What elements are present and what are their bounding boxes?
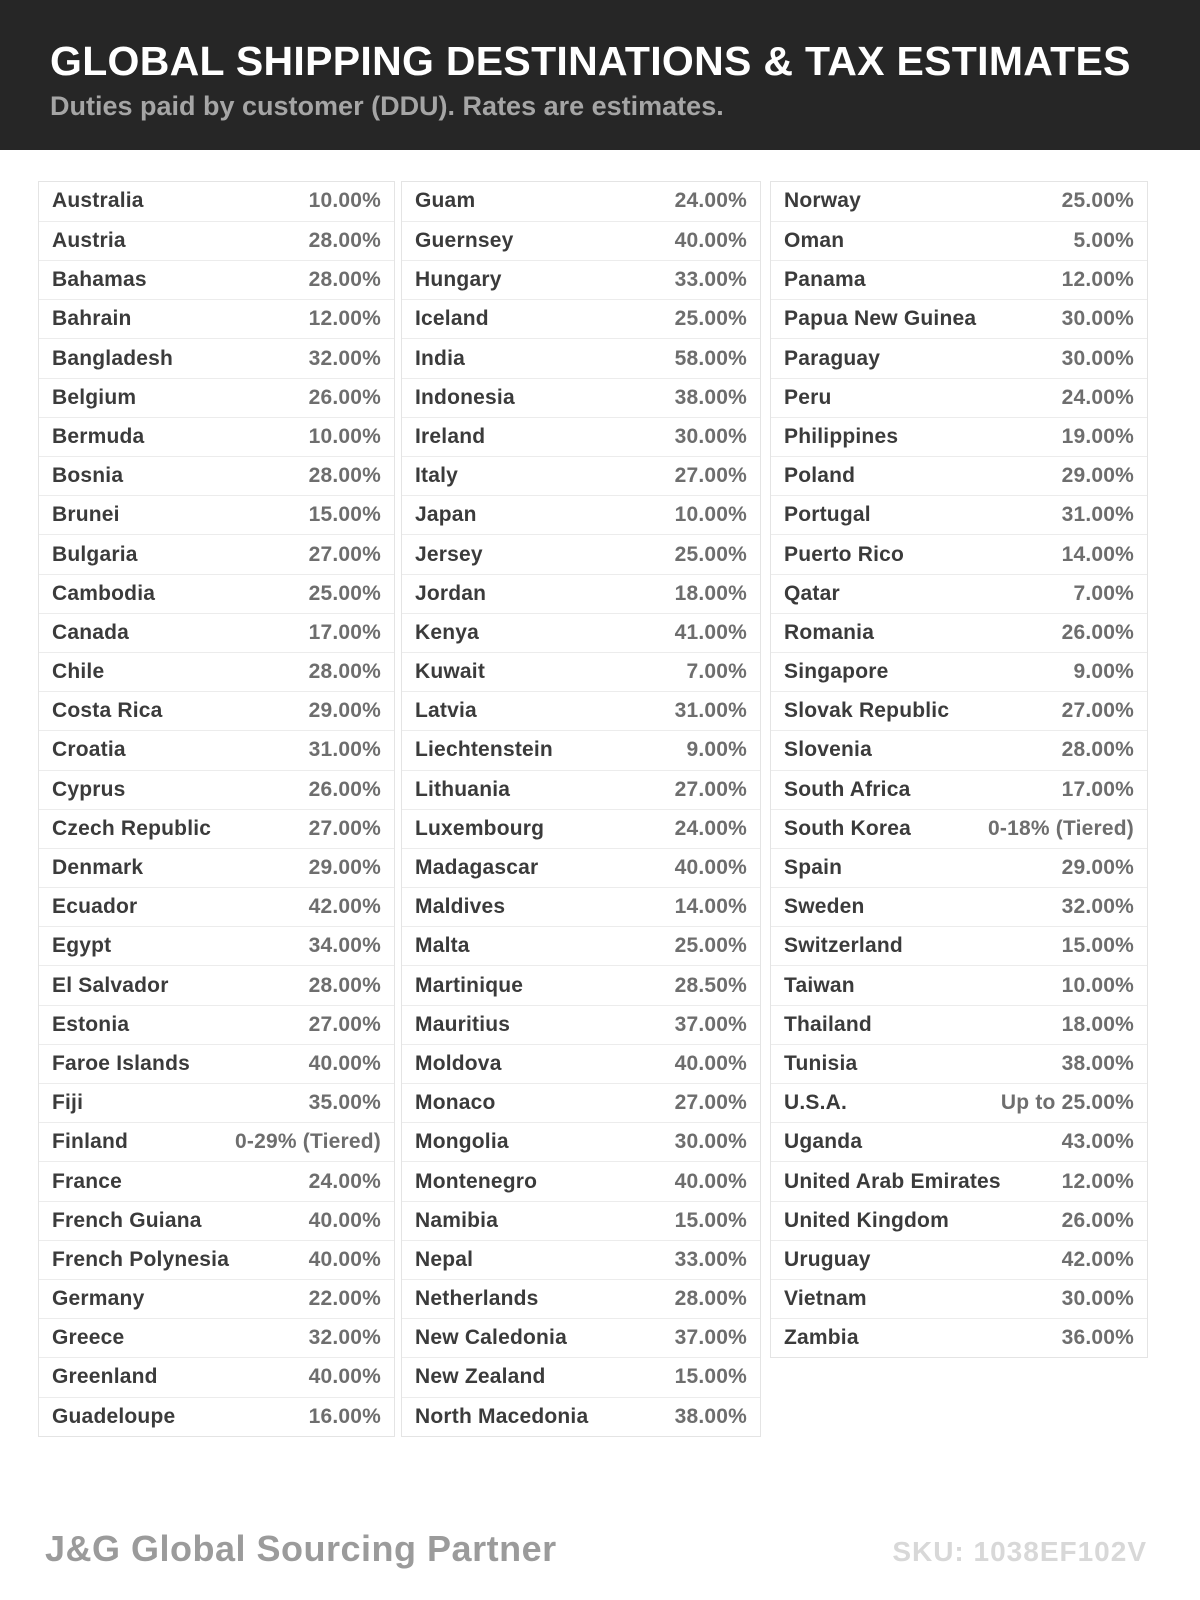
table-row	[39, 534, 394, 573]
table-row	[402, 848, 760, 887]
country-name: Moldova	[415, 1051, 502, 1075]
tax-rate: 24.00%	[674, 189, 747, 213]
tax-rate: 28.00%	[308, 268, 381, 292]
tax-rate: 15.00%	[308, 503, 381, 527]
country-name: Cyprus	[52, 777, 126, 801]
table-row	[771, 574, 1147, 613]
tax-rate: 5.00%	[1073, 229, 1134, 253]
tax-rate: 30.00%	[674, 1130, 747, 1154]
country-name: Bahrain	[52, 307, 132, 331]
country-name: Spain	[784, 856, 843, 880]
country-name: Panama	[784, 268, 866, 292]
tax-rate: 36.00%	[1061, 1326, 1134, 1350]
tax-rate: 9.00%	[686, 738, 747, 762]
tax-rate: 26.00%	[308, 385, 381, 409]
table-row	[771, 652, 1147, 691]
country-name: Bosnia	[52, 464, 124, 488]
country-name: Canada	[52, 620, 130, 644]
tax-rate: 35.00%	[308, 1091, 381, 1115]
table-row	[402, 770, 760, 809]
table-row	[402, 926, 760, 965]
country-name: Vietnam	[784, 1287, 867, 1311]
tax-rate: 37.00%	[674, 1326, 747, 1350]
table-row	[39, 299, 394, 338]
tax-rate: 27.00%	[674, 464, 747, 488]
tax-rate: 28.50%	[674, 973, 747, 997]
tax-rate: 24.00%	[674, 816, 747, 840]
tax-rate: 26.00%	[308, 777, 381, 801]
tax-rate: 0-18% (Tiered)	[988, 816, 1134, 840]
country-name: Bulgaria	[52, 542, 138, 566]
country-name: Guadeloupe	[52, 1404, 176, 1428]
country-name: Kuwait	[415, 660, 486, 684]
rates-table	[38, 181, 1148, 1437]
tax-rate: 10.00%	[308, 189, 381, 213]
table-row	[771, 887, 1147, 926]
country-name: Egypt	[52, 934, 112, 958]
country-name: India	[415, 346, 466, 370]
country-name: Poland	[784, 464, 856, 488]
country-name: Sweden	[784, 895, 865, 919]
table-row	[771, 691, 1147, 730]
table-row	[771, 182, 1147, 221]
table-row	[39, 926, 394, 965]
sku-label: SKU: 1038EF102V	[892, 1536, 1147, 1567]
table-row	[402, 887, 760, 926]
country-name: Chile	[52, 660, 105, 684]
tax-rate: 40.00%	[308, 1051, 381, 1075]
tax-rate: 31.00%	[674, 699, 747, 723]
country-name: French Polynesia	[52, 1247, 230, 1271]
country-name: Nepal	[415, 1247, 474, 1271]
tax-rate: 24.00%	[308, 1169, 381, 1193]
country-name: Bahamas	[52, 268, 147, 292]
country-name: Qatar	[784, 581, 840, 605]
tax-rate: 24.00%	[1061, 385, 1134, 409]
country-name: Luxembourg	[415, 816, 545, 840]
table-row	[402, 221, 760, 260]
table-row	[402, 1083, 760, 1122]
table-row	[39, 1240, 394, 1279]
tax-rate: 28.00%	[1061, 738, 1134, 762]
tax-rate: 29.00%	[308, 856, 381, 880]
country-name: France	[52, 1169, 123, 1193]
table-row	[771, 1005, 1147, 1044]
country-name: Lithuania	[415, 777, 511, 801]
tax-rate: 28.00%	[308, 229, 381, 253]
country-name: Malta	[415, 934, 470, 958]
country-name: Estonia	[52, 1012, 130, 1036]
table-row	[39, 691, 394, 730]
table-row	[771, 1044, 1147, 1083]
table-row	[771, 1122, 1147, 1161]
country-name: Australia	[52, 189, 144, 213]
tax-rate: 29.00%	[1061, 856, 1134, 880]
country-name: Guernsey	[415, 229, 514, 253]
country-name: Monaco	[415, 1091, 496, 1115]
table-row	[402, 534, 760, 573]
table-row	[39, 1044, 394, 1083]
table-row	[402, 1161, 760, 1200]
table-row	[402, 965, 760, 1004]
table-row	[39, 1083, 394, 1122]
tax-rate: 40.00%	[308, 1365, 381, 1389]
table-row	[39, 417, 394, 456]
page-title: GLOBAL SHIPPING DESTINATIONS & TAX ESTIMATES	[50, 38, 1131, 84]
country-name: South Africa	[784, 777, 911, 801]
footer	[0, 1528, 1200, 1570]
tax-rate: 25.00%	[1061, 189, 1134, 213]
tax-rate: 25.00%	[674, 934, 747, 958]
country-name: New Zealand	[415, 1365, 546, 1389]
tax-rate: 27.00%	[674, 1091, 747, 1115]
country-name: Peru	[784, 385, 832, 409]
country-name: Italy	[415, 464, 459, 488]
tax-rate: 28.00%	[674, 1287, 747, 1311]
country-name: Martinique	[415, 973, 524, 997]
country-name: Ecuador	[52, 895, 138, 919]
tax-rate: 29.00%	[1061, 464, 1134, 488]
country-name: Puerto Rico	[784, 542, 905, 566]
table-row	[39, 1122, 394, 1161]
country-name: Mongolia	[415, 1130, 509, 1154]
tax-rate: 12.00%	[1061, 268, 1134, 292]
tax-rate: 15.00%	[674, 1208, 747, 1232]
country-name: United Arab Emirates	[784, 1169, 1001, 1193]
tax-rate: 40.00%	[674, 856, 747, 880]
table-row	[771, 534, 1147, 573]
table-row	[402, 1279, 760, 1318]
country-name: Liechtenstein	[415, 738, 553, 762]
table-row	[39, 221, 394, 260]
country-name: Iceland	[415, 307, 489, 331]
tax-rate: 41.00%	[674, 620, 747, 644]
country-name: Paraguay	[784, 346, 881, 370]
tax-rate: 17.00%	[1061, 777, 1134, 801]
table-row	[402, 1044, 760, 1083]
country-name: Montenegro	[415, 1169, 538, 1193]
country-name: Uruguay	[784, 1247, 871, 1271]
table-row	[771, 260, 1147, 299]
tax-rate: 40.00%	[308, 1208, 381, 1232]
country-name: Belgium	[52, 385, 137, 409]
table-row	[771, 809, 1147, 848]
tax-rate: 12.00%	[308, 307, 381, 331]
country-name: Romania	[784, 620, 875, 644]
table-row	[771, 1201, 1147, 1240]
table-row	[39, 809, 394, 848]
table-row	[39, 1161, 394, 1200]
table-row	[402, 1005, 760, 1044]
country-name: French Guiana	[52, 1208, 202, 1232]
country-name: Namibia	[415, 1208, 499, 1232]
tax-rate: 33.00%	[674, 1247, 747, 1271]
country-name: Portugal	[784, 503, 871, 527]
tax-rate: 7.00%	[686, 660, 747, 684]
table-row	[771, 1240, 1147, 1279]
tax-rate: 30.00%	[1061, 1287, 1134, 1311]
tax-rate: 40.00%	[308, 1247, 381, 1271]
tax-rate: 38.00%	[674, 385, 747, 409]
tax-rate: 14.00%	[674, 895, 747, 919]
country-name: Bermuda	[52, 424, 145, 448]
country-name: El Salvador	[52, 973, 169, 997]
tax-rate: 14.00%	[1061, 542, 1134, 566]
table-row	[39, 456, 394, 495]
table-row	[402, 1357, 760, 1396]
country-name: Germany	[52, 1287, 145, 1311]
country-name: Taiwan	[784, 973, 855, 997]
table-row	[402, 652, 760, 691]
country-name: Thailand	[784, 1012, 872, 1036]
table-row	[402, 182, 760, 221]
table-row	[39, 1279, 394, 1318]
tax-rate: 31.00%	[308, 738, 381, 762]
country-name: Papua New Guinea	[784, 307, 977, 331]
table-row	[402, 417, 760, 456]
country-name: Finland	[52, 1130, 129, 1154]
tax-rate: 31.00%	[1061, 503, 1134, 527]
table-row	[402, 574, 760, 613]
table-row	[771, 848, 1147, 887]
tax-rate: 28.00%	[308, 660, 381, 684]
table-row	[39, 1005, 394, 1044]
country-name: Netherlands	[415, 1287, 539, 1311]
table-row	[402, 378, 760, 417]
country-name: Jordan	[415, 581, 487, 605]
country-name: Tunisia	[784, 1051, 858, 1075]
tax-rate: 27.00%	[308, 816, 381, 840]
table-row	[402, 1122, 760, 1161]
country-name: Greece	[52, 1326, 125, 1350]
tax-rate: 28.00%	[308, 464, 381, 488]
table-row	[771, 456, 1147, 495]
brand-name: J&G Global Sourcing Partner	[45, 1528, 557, 1569]
table-row	[39, 495, 394, 534]
country-name: Ireland	[415, 424, 486, 448]
tax-rate: 43.00%	[1061, 1130, 1134, 1154]
table-row	[402, 613, 760, 652]
tax-rate: 7.00%	[1073, 581, 1134, 605]
rates-column-1	[38, 181, 395, 1437]
tax-rate: 32.00%	[308, 346, 381, 370]
country-name: Croatia	[52, 738, 126, 762]
table-row	[39, 887, 394, 926]
country-name: North Macedonia	[415, 1404, 589, 1428]
table-row	[402, 809, 760, 848]
tax-rate: 42.00%	[1061, 1247, 1134, 1271]
table-row	[39, 574, 394, 613]
tax-rate: 30.00%	[1061, 307, 1134, 331]
country-name: Maldives	[415, 895, 506, 919]
country-name: Cambodia	[52, 581, 156, 605]
tax-rate: 27.00%	[308, 542, 381, 566]
tax-rate: 27.00%	[308, 1012, 381, 1036]
table-row	[39, 1318, 394, 1357]
table-row	[402, 338, 760, 377]
table-row	[771, 1279, 1147, 1318]
tax-rate: 27.00%	[674, 777, 747, 801]
table-row	[402, 495, 760, 534]
table-row	[39, 770, 394, 809]
tax-rate: 19.00%	[1061, 424, 1134, 448]
rates-column-2	[401, 181, 761, 1437]
table-row	[402, 456, 760, 495]
tax-rate: 9.00%	[1073, 660, 1134, 684]
table-row	[39, 338, 394, 377]
tax-rate: 27.00%	[1061, 699, 1134, 723]
tax-rate: 18.00%	[1061, 1012, 1134, 1036]
country-name: Fiji	[52, 1091, 84, 1115]
tax-rate: 10.00%	[674, 503, 747, 527]
tax-rate: 26.00%	[1061, 1208, 1134, 1232]
table-row	[771, 495, 1147, 534]
country-name: Norway	[784, 189, 862, 213]
country-name: Latvia	[415, 699, 477, 723]
tax-rate: 25.00%	[674, 542, 747, 566]
rates-column-3	[770, 181, 1148, 1359]
country-name: Oman	[784, 229, 845, 253]
country-name: South Korea	[784, 816, 912, 840]
table-row	[771, 1318, 1147, 1357]
country-name: Greenland	[52, 1365, 158, 1389]
country-name: Bangladesh	[52, 346, 174, 370]
table-row	[771, 730, 1147, 769]
table-row	[39, 182, 394, 221]
page-subtitle: Duties paid by customer (DDU). Rates are estimates.	[50, 91, 724, 122]
tax-rate: 40.00%	[674, 1051, 747, 1075]
header-banner	[0, 0, 1200, 150]
table-row	[402, 691, 760, 730]
tax-rate: 34.00%	[308, 934, 381, 958]
tax-rate: 32.00%	[308, 1326, 381, 1350]
table-row	[39, 613, 394, 652]
table-row	[39, 1201, 394, 1240]
country-name: Slovenia	[784, 738, 872, 762]
country-name: Zambia	[784, 1326, 859, 1350]
tax-rate: 58.00%	[674, 346, 747, 370]
country-name: Hungary	[415, 268, 502, 292]
table-row	[771, 1161, 1147, 1200]
country-name: New Caledonia	[415, 1326, 567, 1350]
country-name: Philippines	[784, 424, 899, 448]
country-name: Brunei	[52, 503, 120, 527]
table-row	[771, 299, 1147, 338]
tax-rate: 38.00%	[1061, 1051, 1134, 1075]
country-name: Costa Rica	[52, 699, 163, 723]
table-row	[771, 613, 1147, 652]
country-name: Singapore	[784, 660, 889, 684]
tax-rate: 38.00%	[674, 1404, 747, 1428]
table-row	[39, 965, 394, 1004]
tax-rate: 15.00%	[674, 1365, 747, 1389]
country-name: Uganda	[784, 1130, 863, 1154]
table-row	[402, 1240, 760, 1279]
tax-rate: Up to 25.00%	[1000, 1091, 1134, 1115]
tax-rate: 12.00%	[1061, 1169, 1134, 1193]
tax-rate: 25.00%	[674, 307, 747, 331]
table-row	[771, 378, 1147, 417]
country-name: Faroe Islands	[52, 1051, 190, 1075]
tax-rate: 33.00%	[674, 268, 747, 292]
table-row	[39, 1397, 394, 1436]
country-name: United Kingdom	[784, 1208, 949, 1232]
table-row	[771, 965, 1147, 1004]
table-row	[39, 730, 394, 769]
tax-rate: 0-29% (Tiered)	[235, 1130, 381, 1154]
tax-rate: 40.00%	[674, 1169, 747, 1193]
country-name: Switzerland	[784, 934, 903, 958]
tax-rate: 37.00%	[674, 1012, 747, 1036]
country-name: Madagascar	[415, 856, 539, 880]
table-row	[771, 417, 1147, 456]
tax-rate: 29.00%	[308, 699, 381, 723]
tax-rate: 26.00%	[1061, 620, 1134, 644]
tax-rate: 15.00%	[1061, 934, 1134, 958]
tax-rate: 22.00%	[308, 1287, 381, 1311]
tax-rate: 10.00%	[308, 424, 381, 448]
table-row	[39, 848, 394, 887]
tax-rate: 28.00%	[308, 973, 381, 997]
table-row	[771, 1083, 1147, 1122]
country-name: Slovak Republic	[784, 699, 950, 723]
tax-rate: 17.00%	[308, 620, 381, 644]
table-row	[402, 1397, 760, 1436]
tax-rate: 25.00%	[308, 581, 381, 605]
country-name: Austria	[52, 229, 126, 253]
table-row	[39, 1357, 394, 1396]
table-row	[402, 1318, 760, 1357]
tax-rate: 30.00%	[1061, 346, 1134, 370]
country-name: Guam	[415, 189, 476, 213]
tax-rate: 16.00%	[308, 1404, 381, 1428]
table-row	[39, 378, 394, 417]
table-row	[771, 338, 1147, 377]
country-name: Czech Republic	[52, 816, 212, 840]
table-row	[402, 1201, 760, 1240]
table-row	[39, 652, 394, 691]
tax-rate: 10.00%	[1061, 973, 1134, 997]
table-row	[402, 260, 760, 299]
country-name: Indonesia	[415, 385, 515, 409]
country-name: Kenya	[415, 620, 480, 644]
tax-rate: 32.00%	[1061, 895, 1134, 919]
country-name: Jersey	[415, 542, 483, 566]
table-row	[39, 260, 394, 299]
table-row	[771, 770, 1147, 809]
country-name: Japan	[415, 503, 477, 527]
tax-rate: 40.00%	[674, 229, 747, 253]
tax-rate: 18.00%	[674, 581, 747, 605]
country-name: Denmark	[52, 856, 144, 880]
tax-rate: 42.00%	[308, 895, 381, 919]
country-name: Mauritius	[415, 1012, 511, 1036]
tax-rate: 30.00%	[674, 424, 747, 448]
table-row	[771, 926, 1147, 965]
table-row	[402, 299, 760, 338]
table-row	[402, 730, 760, 769]
country-name: U.S.A.	[784, 1091, 848, 1115]
table-row	[771, 221, 1147, 260]
